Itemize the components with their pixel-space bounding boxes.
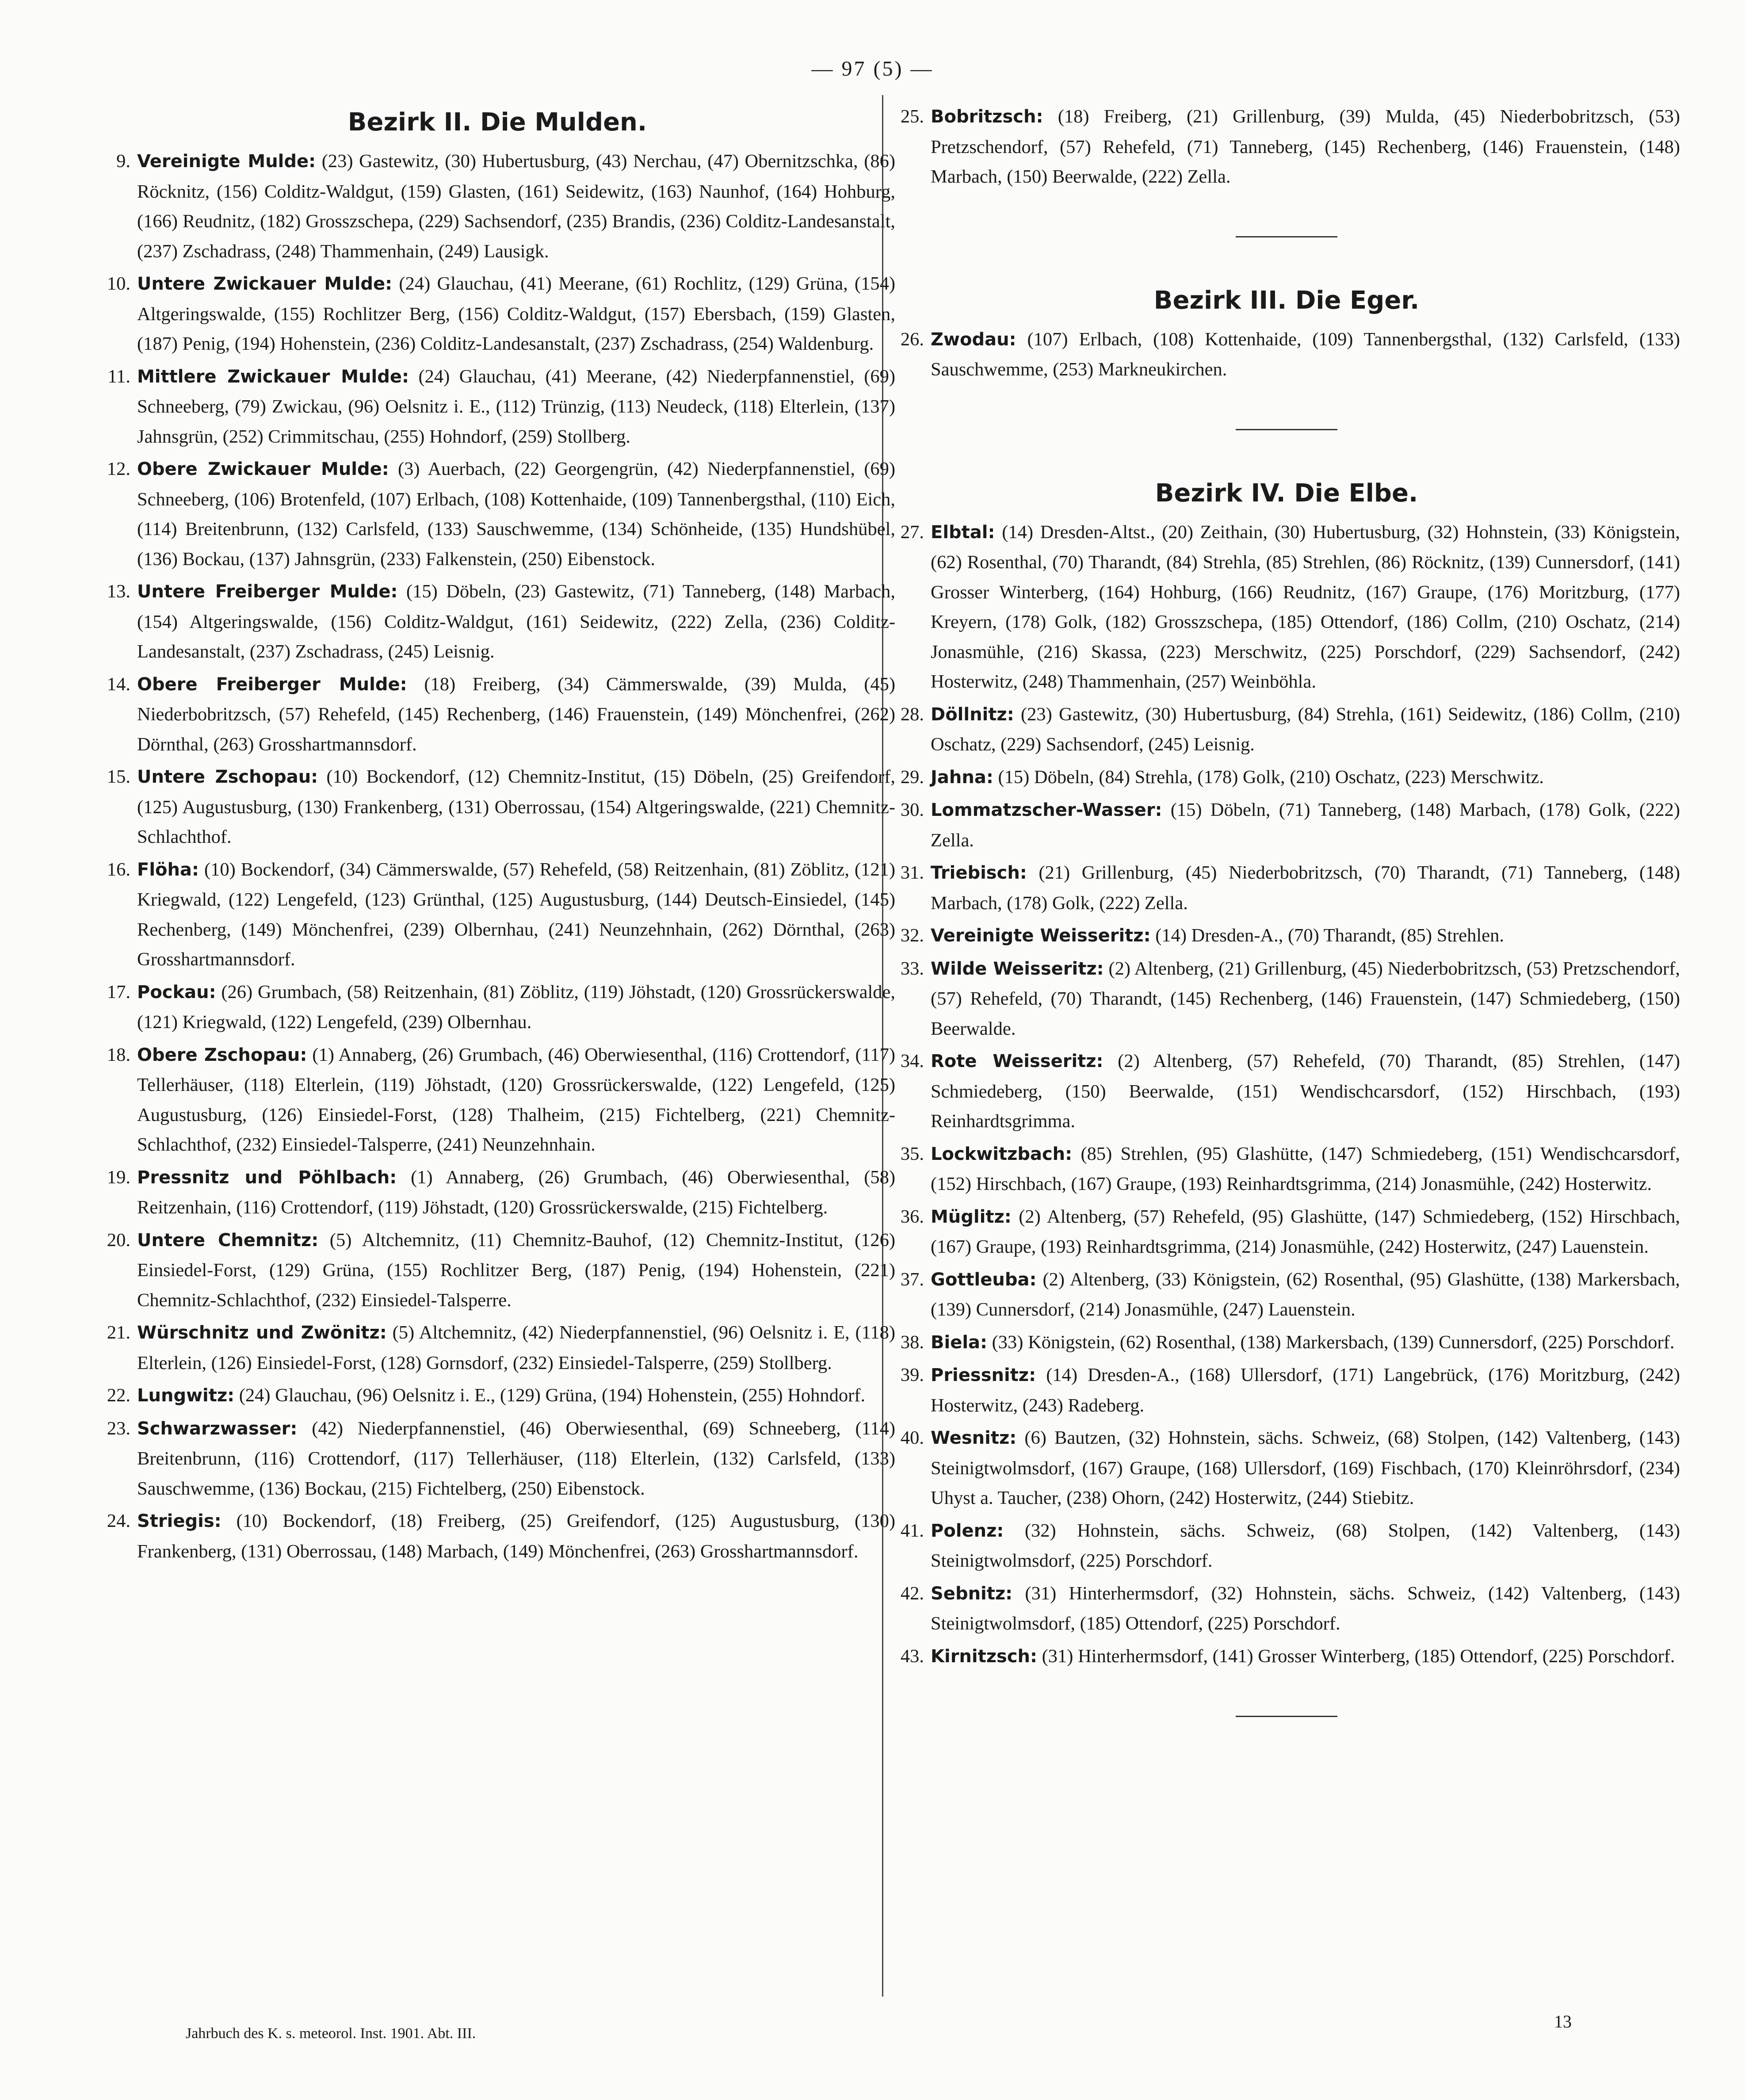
station-list: (2) Altenberg, (33) Königstein, (62) Rosenthal, (95) Glashütte, (138) Markersbach, (139) Cunnersdorf, (214) Jonasmühle, (247) Lauenstein.: [931, 1269, 1680, 1320]
entry-number: 14.: [107, 673, 130, 695]
entry-number: 37.: [900, 1269, 924, 1290]
river-name: Mittlere Zwickauer Mulde:: [137, 366, 409, 387]
river-name: Wilde Weisseritz:: [931, 958, 1104, 979]
river-name: Pockau:: [137, 982, 216, 1002]
station-list: (5) Altchemnitz, (42) Niederpfannenstiel, (96) Oelsnitz i. E, (118) Elterlein, (126) Einsiedel-Forst, (128) Gornsdorf, (232) Einsiedel-Talsperre, (259) Stollberg.: [137, 1322, 896, 1373]
river-name: Sebnitz:: [931, 1583, 1013, 1604]
river-name: Lungwitz:: [137, 1385, 235, 1406]
section-separator: [1236, 236, 1337, 237]
river-name: Biela:: [931, 1332, 988, 1353]
river-entry: [893, 795, 1680, 855]
district-heading: Bezirk II. Die Mulden.: [347, 108, 647, 137]
river-name: Obere Zschopau:: [137, 1044, 307, 1065]
station-list: (15) Döbeln, (23) Gastewitz, (71) Tanneberg, (148) Marbach, (154) Altgeringswalde, (156) Colditz-Waldgut, (161) Seidewitz, (222) Zella, (236) Colditz-Landesanstalt, (237) Zschadrass, (245) Leisnig.: [137, 581, 895, 662]
station-list: (1) Annaberg, (26) Grumbach, (46) Oberwiesenthal, (116) Crottendorf, (117) Tellerhäuser, (118) Elterlein, (119) Jöhstadt, (120) Grossrückerswalde, (122) Lengefeld, (125) Augustusburg, (126) Einsiedel-Forst, (128) Thalheim, (215) Fichtelberg, (221) Chemnitz-Schlachthof, (232) Einsiedel-Talsperre, (241) Neunzehnhain.: [137, 1044, 896, 1155]
river-entry: [893, 1202, 1680, 1262]
station-list: (33) Königstein, (62) Rosenthal, (138) Markersbach, (139) Cunnersdorf, (225) Porschdorf.: [987, 1331, 1675, 1353]
river-name: Polenz:: [931, 1520, 1004, 1541]
entry-number: 39.: [900, 1365, 924, 1385]
river-entry: [99, 1506, 895, 1566]
river-name: Bobritzsch:: [931, 107, 1043, 127]
river-name: Obere Freiberger Mulde:: [137, 674, 407, 695]
section-separator: [1236, 429, 1337, 430]
station-list: (31) Hinterhermsdorf, (141) Grosser Winterberg, (185) Ottendorf, (225) Porschdorf.: [1037, 1645, 1675, 1667]
station-list: (42) Niederpfannenstiel, (46) Oberwiesenthal, (69) Schneeberg, (114) Breitenbrunn, (116) Crottendorf, (117) Tellerhäuser, (118) Elterlein, (132) Carlsfeld, (133) Sauschwemme, (136) Bockau, (215) Fichtelberg, (250) Eibenstock.: [137, 1418, 895, 1499]
river-entry: [893, 700, 1680, 760]
footer-signature: 13: [1554, 2012, 1572, 2031]
river-name: Untere Zschopau:: [137, 767, 318, 787]
station-list: (15) Döbeln, (84) Strehla, (178) Golk, (210) Oschatz, (223) Merschwitz.: [993, 766, 1544, 788]
left-column: [99, 102, 895, 1569]
river-entry: [893, 1516, 1680, 1576]
station-list: (23) Gastewitz, (30) Hubertusburg, (43) Nerchau, (47) Obernitzschka, (86) Röcknitz, (156) Colditz-Waldgut, (159) Glasten, (161) Seidewitz, (163) Naunhof, (164) Hohburg, (166) Reudnitz, (182) Grosszschepa, (229) Sachsendorf, (235) Brandis, (236) Colditz-Landesanstalt, (237) Zschadrass, (248) Thammenhain, (249) Lausigk.: [137, 151, 896, 262]
river-name: Vereinigte Weisseritz:: [931, 926, 1151, 946]
river-name: Untere Freiberger Mulde:: [137, 581, 398, 602]
river-entry: [893, 954, 1680, 1044]
entry-list: [893, 517, 1680, 1672]
district-heading: Bezirk III. Die Eger.: [1153, 286, 1420, 315]
station-list: (10) Bockendorf, (18) Freiberg, (25) Greifendorf, (125) Augustusburg, (130) Frankenberg, (131) Oberrossau, (148) Marbach, (149) Mönchenfrei, (263) Grosshartmannsdorf.: [137, 1511, 895, 1562]
station-list: (18) Freiberg, (34) Cämmerswalde, (39) Mulda, (45) Niederbobritzsch, (57) Rehefeld, (145) Rechenberg, (146) Frauenstein, (149) Mönchenfrei, (262) Dörnthal, (263) Grosshartmannsdorf.: [137, 673, 895, 755]
river-entry: [99, 855, 895, 975]
station-list: (21) Grillenburg, (45) Niederbobritzsch, (70) Tharandt, (71) Tanneberg, (148) Marbach, (178) Golk, (222) Zella.: [931, 862, 1680, 914]
river-entry: [893, 1139, 1680, 1199]
entry-number: 17.: [107, 981, 130, 1002]
station-list: (14) Dresden-Altst., (20) Zeithain, (30) Hubertusburg, (32) Hohnstein, (33) Königstein, (62) Rosenthal, (70) Tharandt, (84) Strehla, (85) Strehlen, (86) Röcknitz, (139) Cunnersdorf, (141) Grosser Winterberg, (164) Hohburg, (166) Reudnitz, (167) Graupe, (176) Moritzburg, (177) Kreyern, (178) Golk, (182) Grosszschepa, (185) Ottendorf, (186) Collm, (210) Oschatz, (214) Jonasmühle, (216) Skassa, (223) Merschwitz, (225) Porschdorf, (229) Sachsendorf, (242) Hosterwitz, (248) Thammenhain, (257) Weinböhla.: [931, 521, 1680, 692]
station-list: (14) Dresden-A., (70) Tharandt, (85) Strehlen.: [1150, 925, 1504, 946]
station-list: (5) Altchemnitz, (11) Chemnitz-Bauhof, (12) Chemnitz-Institut, (126) Einsiedel-Forst, (129) Grüna, (155) Rochlitzer Berg, (187) Penig, (194) Hohenstein, (221) Chemnitz-Schlachthof, (232) Einsiedel-Talsperre.: [137, 1229, 895, 1311]
entry-number: 16.: [107, 859, 130, 880]
entry-number: 20.: [107, 1229, 130, 1251]
entry-number: 34.: [900, 1051, 924, 1071]
entry-number: 36.: [900, 1206, 924, 1227]
river-entry: [893, 1641, 1680, 1672]
river-name: Vereinigte Mulde:: [137, 151, 316, 172]
river-entry: [893, 517, 1680, 697]
entry-number: 29.: [900, 766, 924, 788]
river-entry: [893, 325, 1680, 385]
river-name: Untere Zwickauer Mulde:: [137, 274, 393, 294]
river-name: Gottleuba:: [931, 1269, 1037, 1290]
river-entry: [99, 1381, 895, 1411]
river-name: Döllnitz:: [931, 704, 1014, 725]
river-entry: [99, 1225, 895, 1316]
station-list: (32) Hohnstein, sächs. Schweiz, (68) Stolpen, (142) Valtenberg, (143) Steinigtwolmsdorf, (225) Porschdorf.: [931, 1520, 1680, 1571]
river-name: Wesnitz:: [931, 1428, 1017, 1448]
station-list: (14) Dresden-A., (168) Ullersdorf, (171) Langebrück, (176) Moritzburg, (242) Hosterwitz, (243) Radeberg.: [931, 1365, 1680, 1416]
entry-number: 25.: [900, 106, 924, 127]
river-name: Pressnitz und Pöhlbach:: [137, 1167, 397, 1188]
river-entry: [99, 1040, 895, 1160]
river-name: Jahna:: [931, 767, 993, 788]
river-entry: [99, 1163, 895, 1223]
entry-number: 42.: [900, 1583, 924, 1604]
station-list: (2) Altenberg, (21) Grillenburg, (45) Niederbobritzsch, (53) Pretzschendorf, (57) Rehefeld, (70) Tharandt, (145) Rechenberg, (146) Frauenstein, (147) Schmiedeberg, (150) Beerwalde.: [931, 958, 1680, 1039]
entry-number: 40.: [900, 1427, 924, 1448]
station-list: (107) Erlbach, (108) Kottenhaide, (109) Tannenbergsthal, (132) Carlsfeld, (133) Sauschwemme, (253) Markneukirchen.: [931, 329, 1680, 380]
entry-number: 13.: [107, 581, 130, 602]
river-entry: [99, 362, 895, 452]
entry-number: 30.: [900, 799, 924, 820]
station-list: (10) Bockendorf, (12) Chemnitz-Institut, (15) Döbeln, (25) Greifendorf, (125) Augustusburg, (130) Frankenberg, (131) Oberrossau, (154) Altgeringswalde, (221) Chemnitz-Schlachthof.: [137, 766, 895, 847]
river-entry: [99, 977, 895, 1037]
entry-number: 33.: [900, 958, 924, 979]
station-list: (85) Strehlen, (95) Glashütte, (147) Schmiedeberg, (151) Wendischcarsdorf, (152) Hirschbach, (167) Graupe, (193) Reinhardtsgrimma, (214) Jonasmühle, (242) Hosterwitz.: [931, 1143, 1680, 1194]
station-list: (24) Glauchau, (41) Meerane, (61) Rochlitz, (129) Grüna, (154) Altgeringswalde, (155) Rochlitzer Berg, (156) Colditz-Waldgut, (157) Ebersbach, (159) Glasten, (187) Penig, (194) Hohenstein, (236) Colditz-Landesanstalt, (237) Zschadrass, (254) Waldenburg.: [137, 273, 895, 354]
station-list: (15) Döbeln, (71) Tanneberg, (148) Marbach, (178) Golk, (222) Zella.: [931, 799, 1680, 851]
river-name: Rote Weisseritz:: [931, 1051, 1104, 1071]
station-list: (26) Grumbach, (58) Reitzenhain, (81) Zöblitz, (119) Jöhstadt, (120) Grossrückerswalde, (121) Kriegwald, (122) Lengefeld, (239) Olbernhau.: [137, 981, 895, 1033]
river-name: Triebisch:: [931, 863, 1027, 883]
river-entry: [893, 102, 1680, 192]
entry-number: 31.: [900, 862, 924, 883]
section-separator: [1236, 1716, 1337, 1717]
entry-number: 43.: [900, 1645, 924, 1667]
river-entry: [99, 1318, 895, 1378]
station-list: (10) Bockendorf, (34) Cämmerswalde, (57) Rehefeld, (58) Reitzenhain, (81) Zöblitz, (121) Kriegwald, (122) Lengefeld, (123) Grünthal, (125) Augustusburg, (144) Deutsch-Einsiedel, (145) Rechenberg, (149) Mönchenfrei, (239) Olbernhau, (241) Neunzehnhain, (262) Dörnthal, (263) Grosshartmannsdorf.: [137, 859, 895, 970]
entry-number: 12.: [107, 459, 130, 479]
river-name: Lockwitzbach:: [931, 1144, 1073, 1164]
district-heading: Bezirk IV. Die Elbe.: [1155, 478, 1418, 508]
river-entry: [99, 454, 895, 574]
river-entry: [99, 1414, 895, 1504]
river-name: Striegis:: [137, 1511, 221, 1531]
river-name: Kirnitzsch:: [931, 1646, 1038, 1667]
entry-number: 27.: [900, 521, 924, 543]
page-number: — 97 (5) —: [811, 57, 934, 80]
station-list: (1) Annaberg, (26) Grumbach, (46) Oberwiesenthal, (58) Reitzenhain, (116) Crottendorf, (119) Jöhstadt, (120) Grossrückerswalde, (215) Fichtelberg.: [137, 1167, 895, 1218]
river-name: Zwodau:: [931, 329, 1016, 350]
entry-number: 23.: [107, 1418, 130, 1439]
river-entry: [99, 146, 895, 266]
entry-number: 41.: [900, 1520, 924, 1541]
river-entry: [893, 762, 1680, 793]
river-name: Würschnitz und Zwönitz:: [137, 1323, 387, 1343]
entry-number: 15.: [107, 766, 130, 787]
river-entry: [893, 1046, 1680, 1136]
river-name: Untere Chemnitz:: [137, 1230, 319, 1251]
entry-number: 18.: [107, 1044, 130, 1065]
river-name: Müglitz:: [931, 1206, 1012, 1227]
river-name: Lommatzscher-Wasser:: [931, 800, 1162, 820]
station-list: (31) Hinterhermsdorf, (32) Hohnstein, sächs. Schweiz, (142) Valtenberg, (143) Steinigtwolmsdorf, (185) Ottendorf, (225) Porschdorf.: [931, 1583, 1680, 1634]
entry-number: 10.: [107, 273, 130, 294]
entry-number: 28.: [900, 704, 924, 725]
entry-number: 11.: [107, 366, 130, 387]
entry-number: 38.: [900, 1331, 924, 1353]
station-list: (6) Bautzen, (32) Hohnstein, sächs. Schweiz, (68) Stolpen, (142) Valtenberg, (143) Steinigtwolmsdorf, (167) Graupe, (168) Ullersdorf, (169) Fischbach, (170) Kleinröhrsdorf, (234) Uhyst a. Taucher, (238) Ohorn, (242) Hosterwitz, (244) Stiebitz.: [931, 1427, 1680, 1508]
river-entry: [893, 1579, 1680, 1639]
river-name: Elbtal:: [931, 522, 995, 543]
station-list: (23) Gastewitz, (30) Hubertusburg, (84) Strehla, (161) Seidewitz, (186) Collm, (210) Oschatz, (229) Sachsendorf, (245) Leisnig.: [931, 704, 1680, 755]
river-entry: [99, 669, 895, 760]
right-column: [893, 102, 1680, 1766]
entry-number: 24.: [107, 1511, 130, 1531]
entry-number: 19.: [107, 1167, 130, 1188]
river-entry: [893, 1265, 1680, 1325]
river-entry: [893, 1423, 1680, 1513]
river-name: Obere Zwickauer Mulde:: [137, 459, 389, 479]
river-entry: [893, 1360, 1680, 1420]
river-entry: [99, 762, 895, 852]
river-name: Schwarzwasser:: [137, 1418, 298, 1439]
entry-number: 26.: [900, 329, 924, 350]
footer-source: Jahrbuch des K. s. meteorol. Inst. 1901. Abt. III.: [186, 2025, 476, 2042]
entry-number: 9.: [116, 151, 130, 172]
entry-number: 32.: [900, 925, 924, 946]
station-list: (2) Altenberg, (57) Rehefeld, (70) Tharandt, (85) Strehlen, (147) Schmiedeberg, (150) Beerwalde, (151) Wendischcarsdorf, (152) Hirschbach, (193) Reinhardtsgrimma.: [931, 1051, 1680, 1132]
river-entry: [893, 1327, 1680, 1358]
river-name: Priessnitz:: [931, 1365, 1036, 1385]
entry-number: 35.: [900, 1143, 924, 1164]
river-entry: [99, 577, 895, 667]
station-list: (18) Freiberg, (21) Grillenburg, (39) Mulda, (45) Niederbobritzsch, (53) Pretzschendorf, (57) Rehefeld, (71) Tanneberg, (145) Rechenberg, (146) Frauenstein, (148) Marbach, (150) Beerwalde, (222) Zella.: [931, 106, 1680, 187]
river-entry: [893, 921, 1680, 951]
entry-number: 22.: [107, 1385, 130, 1406]
river-entry: [893, 858, 1680, 918]
station-list: (3) Auerbach, (22) Georgengrün, (42) Niederpfannenstiel, (69) Schneeberg, (106) Brotenfeld, (107) Erlbach, (108) Kottenhaide, (109) Tannenbergsthal, (110) Eich, (114) Breitenbrunn, (132) Carlsfeld, (133) Sauschwemme, (134) Schönheide, (135) Hundshübel, (136) Bockau, (137) Jahnsgrün, (233) Falkenstein, (250) Eibenstock.: [137, 459, 896, 570]
river-name: Flöha:: [137, 859, 199, 880]
river-entry: [99, 269, 895, 359]
station-list: (24) Glauchau, (41) Meerane, (42) Niederpfannenstiel, (69) Schneeberg, (79) Zwickau, (96) Oelsnitz i. E., (112) Trünzig, (113) Neudeck, (118) Elterlein, (137) Jahnsgrün, (252) Crimmitschau, (255) Hohndorf, (259) Stollberg.: [137, 366, 896, 447]
station-list: (2) Altenberg, (57) Rehefeld, (95) Glashütte, (147) Schmiedeberg, (152) Hirschbach, (167) Graupe, (193) Reinhardtsgrimma, (214) Jonasmühle, (242) Hosterwitz, (247) Lauenstein.: [931, 1206, 1680, 1257]
station-list: (24) Glauchau, (96) Oelsnitz i. E., (129) Grüna, (194) Hohenstein, (255) Hohndorf.: [234, 1385, 866, 1406]
entry-number: 21.: [107, 1322, 130, 1343]
